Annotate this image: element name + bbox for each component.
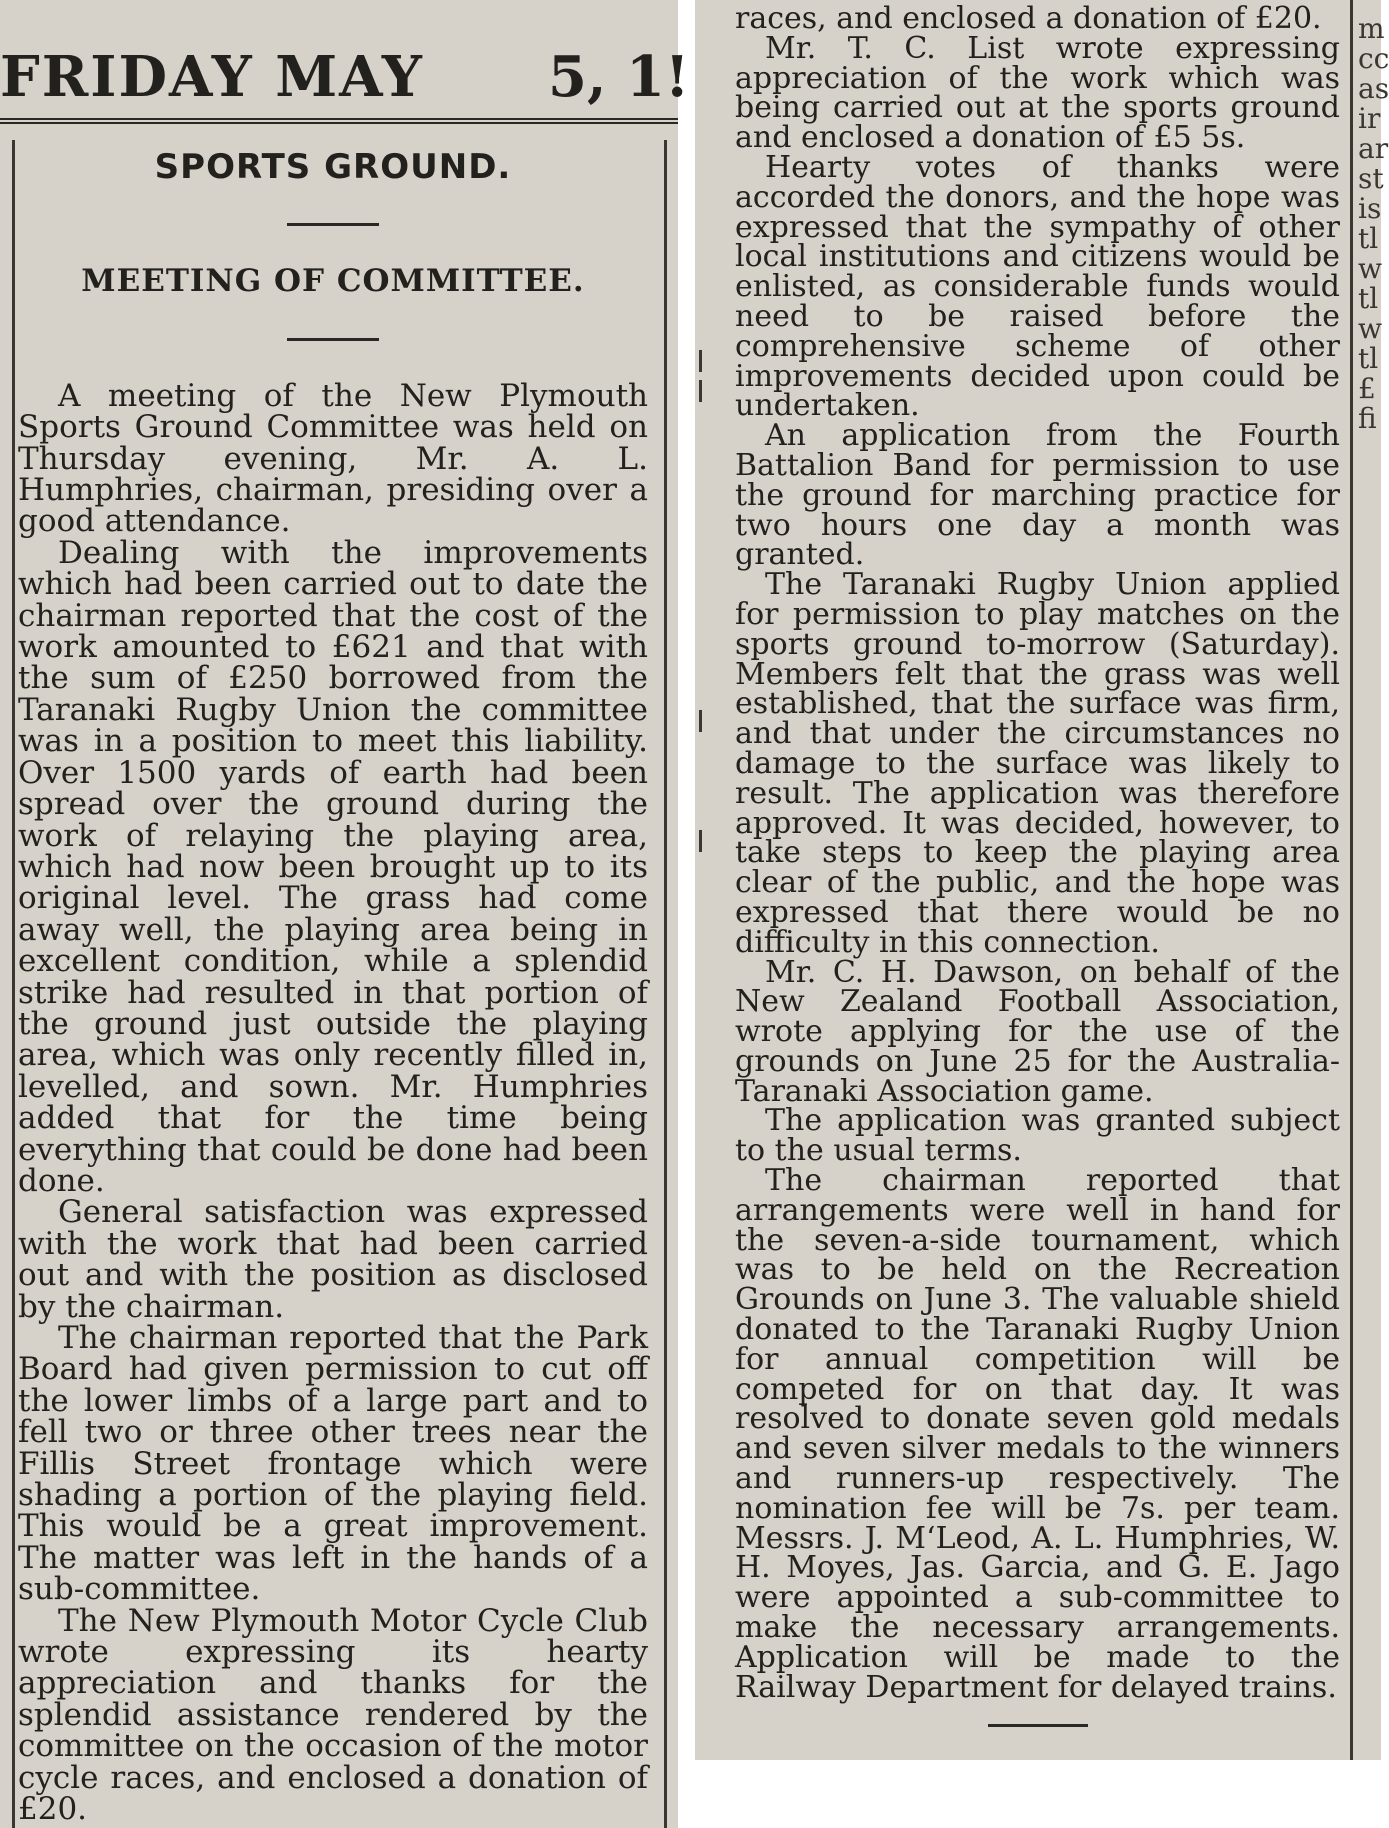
fragment: ar	[1358, 132, 1389, 165]
paragraph-list-donation: Mr. T. C. List wrote expressing appreciation of the work which was being carried out at the sports ground and enclosed a donation of £5 5s.	[735, 30, 1340, 156]
right-page-scan	[695, 0, 1389, 1760]
margin-mark	[699, 350, 702, 372]
margin-mark	[699, 380, 702, 402]
paragraph-park-board: The chairman reported that the Park Board had given permission to cut off the lower limbs of a large part and to fell two or three other trees near the Fillis Street frontage which were shading a portion of the playing field. This would be a great improvement. The matter was left in the hands of a sub-committee.	[18, 1320, 648, 1608]
paragraph-satisfaction: General satisfaction was expressed with the work that had been carried out and with the position as disclosed by the chairman.	[18, 1194, 648, 1325]
fragment: ir	[1358, 102, 1381, 135]
column-rule-left	[12, 140, 15, 1828]
masthead	[0, 28, 690, 124]
paragraph-votes-of-thanks: Hearty votes of thanks were accorded the donors, and the hope was expressed that the sympathy of other local institutions and citizens would be enlisted, as considerable funds would need to be raised before the comprehensive scheme of other improvements decided upon could be undertaken.	[735, 149, 1340, 424]
article-right-column	[735, 1, 1340, 1727]
fragment: tl	[1358, 342, 1379, 375]
masthead-date: 5, 1!	[548, 44, 690, 110]
masthead-day: FRIDAY MAY	[0, 44, 424, 110]
margin-mark	[699, 830, 702, 852]
article-subhead: MEETING OF COMMITTEE.	[81, 263, 585, 300]
paragraph-improvements: Dealing with the improvements which had been carried out to date the chairman reported that the cost of the work amounted to £621 and that with the sum of £250 borrowed from the Taranaki Rugby Union the committee was in a position to meet this liability. Over 1500 yards of earth had been spread over the ground during the work of relaying the playing area, which had now been brought up to its original level. The grass had come away well, the playing area being in excellent condition, while a splendid strike had resulted in that portion of the ground just outside the playing area, which was only recently filled in, levelled, and sown. Mr. Humphries added that for the time being everything that could be done had been done.	[18, 534, 648, 1199]
margin-mark	[699, 710, 702, 732]
fragment: is	[1358, 192, 1382, 225]
article-headline: SPORTS GROUND.	[154, 147, 512, 187]
column-rule-right	[664, 140, 667, 1828]
fragment: tl	[1358, 282, 1379, 315]
column-rule-right-page	[1350, 0, 1353, 1760]
fragment: m	[1358, 12, 1385, 45]
article-end-divider	[988, 1724, 1088, 1727]
subhead-divider	[287, 338, 379, 341]
fragment: w	[1358, 312, 1382, 345]
fragment: w	[1358, 252, 1382, 285]
fragment: fi	[1358, 402, 1377, 435]
paragraph-football-association: Mr. C. H. Dawson, on behalf of the New Zealand Football Association, wrote applying for the use of the grounds on June 25 for the Australia-Taranaki Association game.	[735, 954, 1340, 1109]
left-page-scan	[0, 0, 690, 1828]
paragraph-rugby-union: The Taranaki Rugby Union applied for permission to play matches on the sports ground to-morrow (Saturday). Members felt that the grass was well established, that the surface was firm, and that under the circumstances no damage to the surface was likely to result. The application was therefore approved. It was decided, however, to take steps to keep the playing area clear of the public, and the hope was expressed that there would be no difficulty in this connection.	[735, 567, 1340, 960]
paragraph-meeting: A meeting of the New Plymouth Sports Ground Committee was held on Thursday evening, Mr. A. L. Humphries, chairman, presiding over a good attendance.	[18, 377, 648, 540]
article-left-column	[18, 140, 648, 1826]
fragment: tl	[1358, 222, 1379, 255]
paragraph-continued-donation: races, and enclosed a donation of £20.	[735, 1, 1322, 36]
paragraph-battalion-band: An application from the Fourth Battalion Band for permission to use the ground for marching practice for two hours one day a month was granted.	[735, 418, 1340, 573]
fragment: st	[1358, 162, 1384, 195]
paragraph-seven-a-side: The chairman reported that arrangements were well in hand for the seven-a-side tournament, which was to be held on the Recreation Grounds on June 3. The valuable shield donated to the Taranaki Rugby Union for annual competition will be competed for on that day. It was resolved to donate seven gold medals and seven silver medals to the winners and runners-up respectively. The nomination fee will be 7s. per team. Messrs. J. M‘Leod, A. L. Humphries, W. H. Moyes, Jas. Garcia, and G. E. Jago were appointed a sub-committee to make the necessary arrangements. Application will be made to the Railway Department for delayed trains.	[735, 1163, 1340, 1705]
fragment: as	[1358, 72, 1389, 105]
fragment: cc	[1358, 42, 1389, 75]
paragraph-application-granted: The application was granted subject to the usual terms.	[735, 1103, 1340, 1169]
adjacent-column-fragments	[1358, 14, 1388, 434]
paragraph-motor-cycle-club: The New Plymouth Motor Cycle Club wrote expressing its hearty appreciation and thanks for the splendid assistance rendered by the committee on the occasion of the motor cycle races, and enclosed a donation of £20.	[18, 1602, 648, 1828]
headline-divider	[287, 223, 379, 226]
fragment: £	[1358, 372, 1376, 405]
